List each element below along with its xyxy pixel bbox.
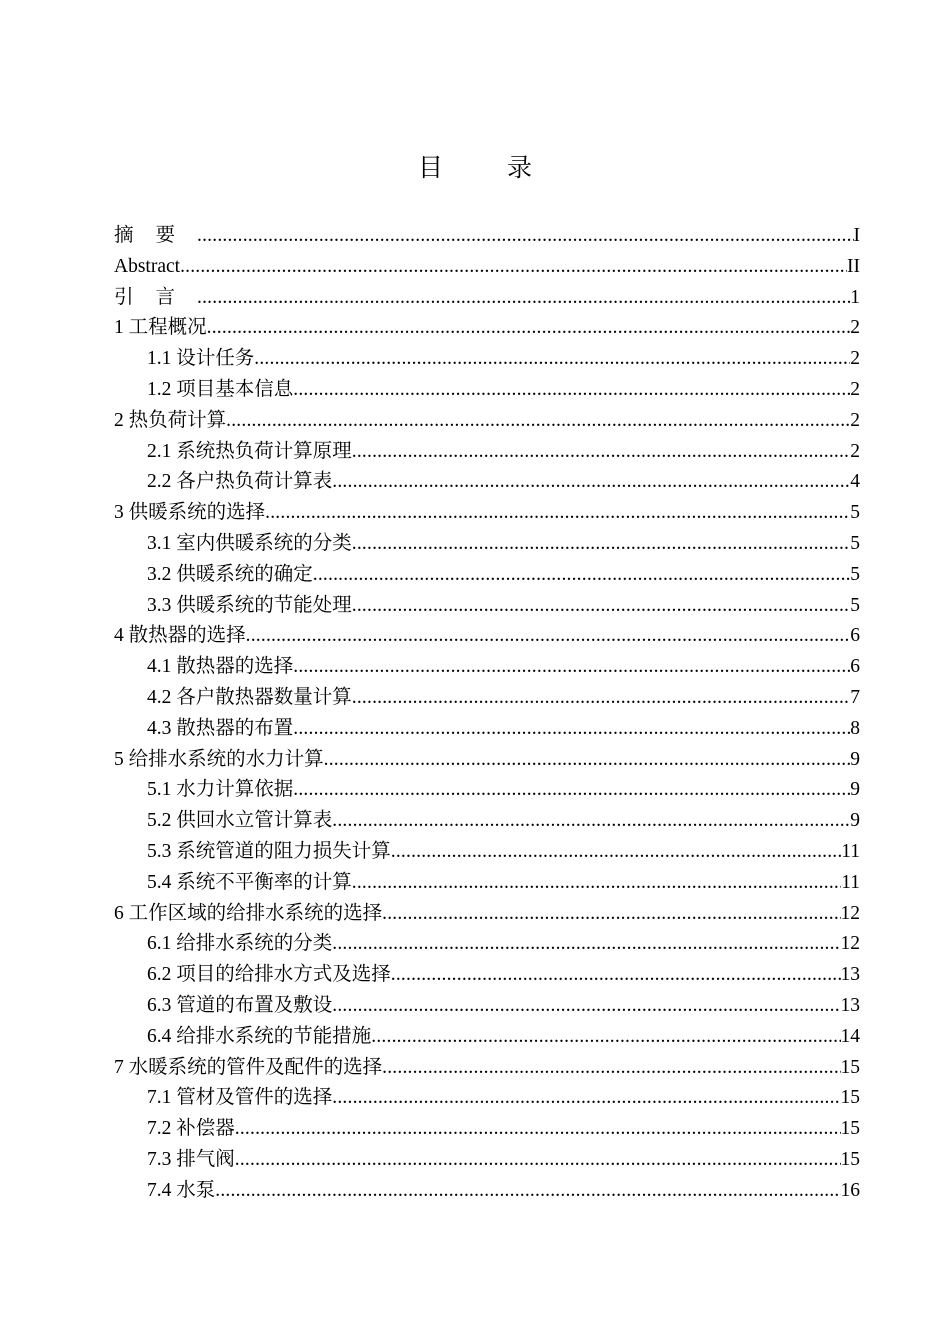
toc-entry[interactable] <box>114 313 860 344</box>
toc-entry[interactable] <box>114 498 860 529</box>
toc-dot-leader <box>197 283 850 314</box>
toc-dot-leader <box>332 806 850 837</box>
toc-entry-page-number: 2 <box>850 348 860 370</box>
toc-entry-label: 3.3 供暖系统的节能处理 <box>147 594 352 616</box>
toc-entry-label: 摘要 <box>114 225 198 246</box>
toc-entry-label: 2 热负荷计算 <box>114 409 227 431</box>
toc-entry[interactable] <box>114 899 860 930</box>
toc-dot-leader <box>313 560 850 591</box>
toc-dot-leader <box>391 837 841 868</box>
toc-dot-leader <box>382 899 840 930</box>
page-title: 目 录 <box>418 153 560 182</box>
toc-entry-label: 7.3 排气阀 <box>147 1148 235 1170</box>
toc-dot-leader <box>352 529 850 560</box>
toc-entry[interactable] <box>114 960 860 991</box>
toc-entry-label: 3 供暖系统的选择 <box>114 502 266 524</box>
toc-dot-leader <box>324 745 851 776</box>
toc-entry-label: 5.2 供回水立管计算表 <box>147 810 333 832</box>
toc-entry-label: 4 散热器的选择 <box>114 625 246 647</box>
toc-dot-leader <box>293 775 850 806</box>
toc-entry-page-number: 12 <box>840 933 860 955</box>
toc-dot-leader <box>332 1083 840 1114</box>
toc-entry-label: 1 工程概况 <box>114 317 207 339</box>
toc-entry[interactable] <box>114 683 860 714</box>
toc-dot-leader <box>246 621 851 652</box>
toc-entry-page-number: 15 <box>840 1148 860 1170</box>
toc-entry-page-number: 14 <box>840 1025 860 1047</box>
toc-entry-page-number: 8 <box>850 717 860 739</box>
toc-entry-label: 6 工作区域的给排水系统的选择 <box>114 902 383 924</box>
toc-entry-page-number: 16 <box>840 1179 860 1201</box>
toc-entry[interactable] <box>114 868 860 899</box>
toc-entry-label: 6.3 管道的布置及敷设 <box>147 994 333 1016</box>
toc-entry-label: 引言 <box>114 286 198 308</box>
toc-entry-label: 5.3 系统管道的阻力损失计算 <box>147 840 391 862</box>
toc-entry-page-number: 6 <box>850 625 860 647</box>
toc-dot-leader <box>332 991 840 1022</box>
toc-entry[interactable] <box>114 621 860 652</box>
toc-entry-page-number: 13 <box>840 964 860 986</box>
toc-entry[interactable] <box>114 375 860 406</box>
toc-entry-label: 5 给排水系统的水力计算 <box>114 748 324 770</box>
toc-entry-label: 4.1 散热器的选择 <box>147 656 294 678</box>
toc-entry-label: 6.1 给排水系统的分类 <box>147 933 333 955</box>
toc-entry-label: 3.1 室内供暖系统的分类 <box>147 532 352 554</box>
toc-entry-label: 1.2 项目基本信息 <box>147 378 294 400</box>
toc-entry[interactable] <box>114 1145 860 1176</box>
toc-entry-page-number: 7 <box>850 686 860 708</box>
toc-dot-leader <box>371 1022 840 1053</box>
toc-entry-label: 2.2 各户热负荷计算表 <box>147 471 333 493</box>
toc-entry-page-number: II <box>847 255 860 277</box>
toc-entry-page-number: 2 <box>850 378 860 400</box>
toc-entry-label: 4.3 散热器的布置 <box>147 717 294 739</box>
toc-entry[interactable] <box>114 745 860 776</box>
toc-dot-leader <box>352 683 850 714</box>
toc-entry-label: 5.4 系统不平衡率的计算 <box>147 871 352 893</box>
toc-entry-page-number: 12 <box>840 902 860 924</box>
toc-entry-label: 5.1 水力计算依据 <box>147 779 294 801</box>
toc-entry[interactable] <box>114 560 860 591</box>
toc-dot-leader <box>352 868 841 899</box>
toc-entry-label: 6.4 给排水系统的节能措施 <box>147 1025 372 1047</box>
toc-entry-page-number: 15 <box>840 1056 860 1078</box>
toc-dot-leader <box>207 313 851 344</box>
toc-entry-page-number: 1 <box>850 286 860 308</box>
toc-entry-label: 2.1 系统热负荷计算原理 <box>147 440 352 462</box>
toc-entry-label: 4.2 各户散热器数量计算 <box>147 686 352 708</box>
toc-entry[interactable] <box>114 344 860 375</box>
toc-dot-leader <box>293 714 850 745</box>
toc-entry-page-number: I <box>853 225 860 246</box>
toc-entry-page-number: 13 <box>840 994 860 1016</box>
toc-dot-leader <box>235 1114 841 1145</box>
table-of-contents <box>114 221 860 1207</box>
toc-entry[interactable] <box>114 1114 860 1145</box>
toc-dot-leader <box>352 437 850 468</box>
toc-entry[interactable] <box>114 1053 860 1084</box>
toc-dot-leader <box>382 1053 840 1084</box>
toc-entry-page-number: 4 <box>850 471 860 493</box>
toc-entry-page-number: 9 <box>850 810 860 832</box>
toc-dot-leader <box>293 652 850 683</box>
toc-entry-page-number: 15 <box>840 1087 860 1109</box>
toc-entry[interactable] <box>114 1176 860 1207</box>
toc-entry[interactable] <box>114 283 860 314</box>
toc-dot-leader <box>265 498 850 529</box>
toc-entry-page-number: 5 <box>850 563 860 585</box>
toc-entry-page-number: 15 <box>840 1118 860 1140</box>
toc-dot-leader <box>293 375 850 406</box>
toc-entry-label: 1.1 设计任务 <box>147 348 255 370</box>
toc-entry[interactable] <box>114 437 860 468</box>
toc-entry[interactable] <box>114 929 860 960</box>
toc-entry-page-number: 9 <box>850 748 860 770</box>
toc-entry-label: 7.4 水泵 <box>147 1179 216 1201</box>
toc-entry[interactable] <box>114 406 860 437</box>
toc-entry-label: 7.2 补偿器 <box>147 1118 235 1140</box>
toc-dot-leader <box>391 960 841 991</box>
toc-entry[interactable] <box>114 806 860 837</box>
toc-entry-page-number: 5 <box>850 594 860 616</box>
toc-entry-page-number: 2 <box>850 409 860 431</box>
toc-dot-leader <box>215 1176 840 1207</box>
toc-dot-leader <box>332 467 850 498</box>
toc-entry-page-number: 2 <box>850 317 860 339</box>
toc-dot-leader <box>235 1145 841 1176</box>
toc-dot-leader <box>197 221 853 252</box>
toc-entry[interactable] <box>114 837 860 868</box>
toc-dot-leader <box>352 591 850 622</box>
toc-entry-page-number: 5 <box>850 502 860 524</box>
toc-entry[interactable] <box>114 1022 860 1053</box>
toc-entry[interactable] <box>114 714 860 745</box>
toc-entry[interactable] <box>114 252 860 283</box>
toc-entry-page-number: 9 <box>850 779 860 801</box>
toc-entry-label: 3.2 供暖系统的确定 <box>147 563 313 585</box>
toc-dot-leader <box>226 406 850 437</box>
toc-entry-page-number: 11 <box>841 840 860 862</box>
toc-dot-leader <box>254 344 850 375</box>
toc-entry-page-number: 6 <box>850 656 860 678</box>
toc-entry-label: 7.1 管材及管件的选择 <box>147 1087 333 1109</box>
toc-entry[interactable] <box>114 467 860 498</box>
toc-entry[interactable] <box>114 991 860 1022</box>
toc-entry-label: 6.2 项目的给排水方式及选择 <box>147 964 391 986</box>
toc-entry-page-number: 2 <box>850 440 860 462</box>
toc-entry[interactable] <box>114 1083 860 1114</box>
toc-entry-page-number: 11 <box>841 871 860 893</box>
toc-entry[interactable] <box>114 652 860 683</box>
toc-dot-leader <box>332 929 840 960</box>
toc-entry-page-number: 5 <box>850 532 860 554</box>
toc-entry[interactable] <box>114 591 860 622</box>
toc-entry-label: Abstract <box>114 255 181 277</box>
toc-entry[interactable] <box>114 775 860 806</box>
toc-entry[interactable] <box>114 221 860 252</box>
toc-entry-label: 7 水暖系统的管件及配件的选择 <box>114 1056 383 1078</box>
toc-dot-leader <box>180 252 847 283</box>
toc-entry[interactable] <box>114 529 860 560</box>
